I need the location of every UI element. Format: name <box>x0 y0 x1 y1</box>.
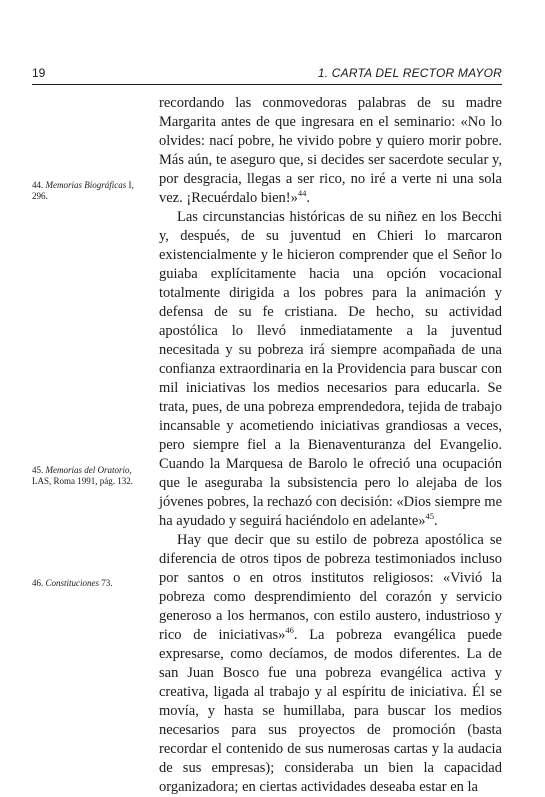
header-rule <box>32 84 502 85</box>
paragraph-tail: . <box>306 190 311 206</box>
note-reference: Memorias Biográficas <box>45 180 127 190</box>
running-head: 1. CARTA DEL RECTOR MAYOR <box>317 66 502 80</box>
note-detail: LAS, Roma 1991, pág. 132. <box>32 476 133 486</box>
margin-note-45 <box>32 465 150 487</box>
paragraph-text: recordando las conmovedoras palabras de su madre Margarita antes de que ingresara en el seminario: «No lo olvides: nací pobre, he vivido pobre y quiero morir pobre. Más aún, te aseguro que, si decides ser sacerdote secular y, por desgracia, llegas a ser rico, no iré a verte ni una sola vez. ¡Recuérdalo bien!» <box>159 95 502 206</box>
paragraph-text: Las circunstancias históricas de su niñez en los Becchi y, después, de su juventud en Chieri lo marcaron existencialmente y le hicieron comprender que el Señor lo guiaba explícitamente hacia una opción vocacional totalmente dirigida a los pobres para la animación y defensa de su fe cristiana. De hecho, su actividad apostólica lo llevó inmediatamente a la juventud necesitada y su pobreza irá siempre acompañada de una confianza extraordinaria en la Providencia para buscar con mil iniciativas los medios necesarios para educarla. Se trata, pues, de una pobreza emprendedora, tejida de trabajo incansable y acometiendo iniciativas grandiosas a veces, pero siempre fiel a la Bienaventuranza del Evangelio. Cuando la Marquesa de Barolo le ofreció una ocupación que le aseguraba la subsistencia pero lo alejaba de los jóvenes pobres, la rechazó con decisión: «Dios siempre me ha ayudado y seguirá haciéndolo en adelante» <box>159 209 502 529</box>
page-number: 19 <box>32 66 46 80</box>
paragraph-text: Hay que decir que su estilo de pobreza apostólica se diferencia de otros tipos de pobreza testimoniados incluso por santos o en otros institutos religiosos: «Vivió la pobreza como desprendimiento del corazón y servicio generoso a los hermanos, con estilo austero, industrioso y rico de iniciativas» <box>159 532 502 643</box>
paragraph-2 <box>159 208 502 531</box>
paragraph-tail: . La pobreza evangélica puede expresarse, como decíamos, de modos diferentes. La de san Juan Bosco fue una pobreza evangélica activa y creativa, ligada al trabajo y al espíritu de iniciativa. Él se movía, y hasta se humillaba, para buscar los medios necesarios para sus proyectos de promoción (basta recordar el contenido de sus numerosas cartas y la audacia de sus empresas); consideraba un bien la capacidad organizadora; en ciertas actividades deseaba estar en la <box>159 627 502 795</box>
paragraph-1 <box>159 94 502 208</box>
note-reference: Memorias del Oratorio, <box>45 465 132 475</box>
paragraph-3 <box>159 531 502 797</box>
footnote-marker: 45 <box>425 511 435 522</box>
paragraph-tail: . <box>434 513 438 529</box>
margin-note-46 <box>32 578 150 589</box>
note-detail: 73. <box>99 578 113 588</box>
body-text <box>159 94 502 797</box>
note-reference: Constituciones <box>45 578 99 588</box>
note-number: 44. <box>32 180 44 190</box>
note-number: 45. <box>32 465 44 475</box>
footnote-marker: 46 <box>285 625 294 636</box>
page-header <box>32 66 502 84</box>
footnote-marker: 44 <box>297 188 307 199</box>
note-detail: I, 296. <box>32 180 134 201</box>
margin-note-44 <box>32 180 150 202</box>
note-number: 46. <box>32 578 44 588</box>
